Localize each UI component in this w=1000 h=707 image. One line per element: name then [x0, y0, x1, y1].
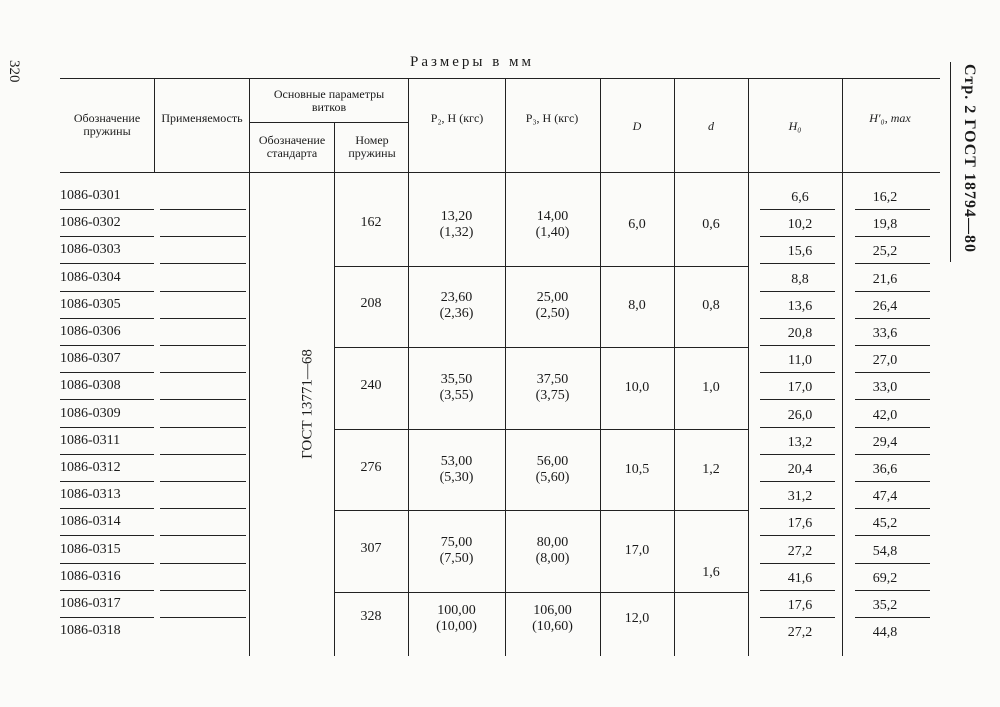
- row-rule: [855, 318, 930, 319]
- row-rule: [160, 590, 246, 591]
- page-number: 320: [6, 60, 22, 83]
- group-d: 0,6: [702, 216, 720, 232]
- group-p3-kgf: (2,50): [535, 306, 570, 322]
- group-rule: [334, 592, 748, 593]
- row-h0: 31,2: [787, 489, 813, 505]
- col-divider: [748, 78, 749, 656]
- col-divider: [408, 78, 409, 656]
- header-p2: P₂, Н (кгс): [430, 111, 484, 125]
- group-p2-kgf: (10,00): [436, 619, 477, 635]
- row-h0max: 33,6: [872, 326, 898, 341]
- group-p2: 75,00: [440, 535, 473, 551]
- col-divider: [842, 78, 843, 656]
- header-d: d: [708, 119, 714, 133]
- row-h0max: 21,6: [872, 271, 898, 287]
- header-std-designation: Обозначение стандарта: [258, 133, 326, 160]
- row-rule: [760, 399, 835, 400]
- row-rule: [160, 508, 246, 509]
- group-p3-kgf: (10,60): [532, 619, 573, 635]
- header-applicability: Применяемость: [161, 111, 243, 125]
- row-rule: [160, 563, 246, 564]
- group-D: 10,0: [624, 380, 650, 395]
- header-H0: H₀: [788, 119, 802, 133]
- row-rule: [760, 291, 835, 292]
- row-designation: 1086-0312: [60, 460, 121, 475]
- row-rule: [160, 617, 246, 618]
- group-p3-kgf: (5,60): [535, 469, 570, 485]
- group-D: 6,0: [628, 216, 646, 232]
- row-rule: [160, 345, 246, 346]
- row-rule: [855, 263, 930, 264]
- header-designation: Обозначение пружины: [73, 111, 141, 138]
- row-rule: [60, 372, 154, 373]
- row-rule: [760, 563, 835, 564]
- row-rule: [855, 590, 930, 591]
- row-h0: 8,8: [791, 271, 809, 287]
- row-rule: [760, 590, 835, 591]
- row-rule: [760, 209, 835, 210]
- row-rule: [60, 399, 154, 400]
- row-rule: [760, 617, 835, 618]
- row-rule: [160, 535, 246, 536]
- row-h0max: 35,2: [872, 598, 898, 613]
- gost-reference: ГОСТ 13771—68: [299, 349, 316, 459]
- row-h0: 6,6: [791, 190, 809, 205]
- row-h0: 13,6: [787, 298, 813, 314]
- row-rule: [855, 399, 930, 400]
- row-rule: [160, 454, 246, 455]
- group-p2-kgf: (3,55): [439, 388, 474, 403]
- group-p3: 56,00: [536, 453, 569, 469]
- col-divider: [154, 78, 155, 172]
- row-designation: 1086-0316: [60, 568, 121, 584]
- row-designation: 1086-0317: [60, 596, 121, 611]
- row-rule: [855, 427, 930, 428]
- row-rule: [60, 617, 154, 618]
- row-rule: [760, 535, 835, 536]
- group-p2: 23,60: [440, 290, 473, 306]
- row-h0: 27,2: [787, 625, 813, 641]
- row-h0: 26,0: [787, 407, 813, 423]
- row-rule: [60, 318, 154, 319]
- row-rule: [60, 481, 154, 482]
- side-rule: [950, 62, 951, 262]
- group-D: 12,0: [624, 611, 650, 627]
- header-p3: P₃, Н (кгс): [525, 111, 579, 125]
- row-h0: 20,8: [787, 326, 813, 341]
- group-p2: 53,00: [440, 453, 473, 469]
- row-designation: 1086-0315: [60, 541, 121, 557]
- group-rule: [334, 266, 748, 267]
- group-D: 17,0: [624, 543, 650, 559]
- row-rule: [160, 236, 246, 237]
- row-h0: 17,6: [787, 598, 813, 613]
- col-divider: [505, 78, 506, 656]
- group-p3-kgf: (8,00): [535, 551, 570, 567]
- row-h0max: 47,4: [872, 489, 898, 505]
- row-rule: [60, 563, 154, 564]
- row-h0max: 27,0: [872, 353, 898, 369]
- row-h0: 11,0: [788, 353, 812, 369]
- group-p2-kgf: (7,50): [439, 551, 474, 567]
- col-divider: [600, 78, 601, 656]
- group-D: 10,5: [624, 461, 650, 477]
- row-rule: [60, 209, 154, 210]
- row-rule: [60, 508, 154, 509]
- row-rule: [760, 318, 835, 319]
- group-d: 1,2: [702, 461, 720, 477]
- group-p3: 14,00: [536, 208, 569, 224]
- row-designation: 1086-0313: [60, 487, 121, 503]
- row-designation: 1086-0305: [60, 296, 121, 312]
- row-rule: [60, 263, 154, 264]
- row-rule: [60, 454, 154, 455]
- row-rule: [160, 209, 246, 210]
- group-p2: 13,20: [440, 208, 473, 224]
- group-spring-number: 276: [360, 459, 382, 475]
- row-rule: [855, 209, 930, 210]
- header-H0max: H′₀, max: [869, 111, 911, 125]
- row-h0: 15,6: [787, 244, 813, 260]
- row-rule: [760, 263, 835, 264]
- row-rule: [60, 535, 154, 536]
- row-designation: 1086-0307: [60, 351, 121, 367]
- row-rule: [855, 372, 930, 373]
- row-h0max: 26,4: [872, 298, 898, 314]
- row-rule: [160, 263, 246, 264]
- row-rule: [855, 291, 930, 292]
- row-rule: [160, 372, 246, 373]
- row-h0max: 45,2: [872, 516, 898, 532]
- group-spring-number: 240: [360, 378, 382, 393]
- row-rule: [60, 345, 154, 346]
- col-divider: [249, 78, 250, 656]
- row-h0max: 19,8: [872, 217, 898, 233]
- row-rule: [160, 427, 246, 428]
- row-h0max: 36,6: [872, 462, 898, 477]
- row-designation: 1086-0301: [60, 188, 121, 203]
- group-spring-number: 208: [360, 296, 382, 312]
- header-bottom-rule: [60, 172, 940, 173]
- row-rule: [760, 345, 835, 346]
- group-p3-kgf: (1,40): [535, 224, 570, 240]
- group-p3-kgf: (3,75): [535, 388, 570, 403]
- row-designation: 1086-0309: [60, 405, 121, 421]
- row-rule: [855, 236, 930, 237]
- group-p2-kgf: (5,30): [439, 469, 474, 485]
- row-rule: [855, 345, 930, 346]
- row-rule: [160, 399, 246, 400]
- group-spring-number: 307: [360, 541, 382, 557]
- row-rule: [855, 508, 930, 509]
- group-rule: [334, 429, 748, 430]
- group-spring-number: 162: [360, 214, 382, 230]
- row-designation: 1086-0311: [60, 432, 121, 448]
- group-d: 1,0: [702, 380, 720, 395]
- row-designation: 1086-0314: [60, 514, 121, 530]
- row-rule: [760, 372, 835, 373]
- header-spring-number: Номер пружины: [348, 133, 396, 160]
- group-p2-kgf: (2,36): [439, 306, 474, 322]
- row-h0: 10,2: [787, 217, 813, 233]
- group-rule: [334, 510, 748, 511]
- row-rule: [760, 481, 835, 482]
- row-h0max: 44,8: [872, 625, 898, 641]
- row-rule: [60, 291, 154, 292]
- row-h0max: 33,0: [872, 380, 898, 396]
- header-sub-rule: [249, 122, 408, 123]
- row-designation: 1086-0318: [60, 623, 121, 639]
- group-p2: 100,00: [437, 603, 476, 619]
- row-h0max: 29,4: [872, 434, 898, 450]
- side-title: Стр. 2 ГОСТ 18794—80: [961, 64, 978, 253]
- group-p3: 37,50: [536, 372, 569, 387]
- row-h0: 41,6: [787, 570, 813, 586]
- row-h0: 20,4: [787, 462, 813, 477]
- row-h0: 17,6: [787, 516, 813, 532]
- row-rule: [60, 427, 154, 428]
- row-designation: 1086-0306: [60, 324, 121, 339]
- row-rule: [760, 454, 835, 455]
- row-h0max: 16,2: [872, 190, 898, 205]
- group-d-merged: 1,6: [702, 564, 720, 580]
- row-rule: [60, 236, 154, 237]
- row-rule: [760, 508, 835, 509]
- row-rule: [855, 535, 930, 536]
- row-h0max: 42,0: [872, 407, 898, 423]
- group-p2: 35,50: [440, 372, 473, 387]
- row-h0max: 69,2: [872, 570, 898, 586]
- row-h0max: 54,8: [872, 543, 898, 559]
- row-rule: [160, 318, 246, 319]
- row-h0: 17,0: [787, 380, 813, 396]
- row-designation: 1086-0302: [60, 215, 121, 231]
- group-D: 8,0: [628, 298, 646, 314]
- row-rule: [855, 481, 930, 482]
- group-spring-number: 328: [360, 609, 382, 625]
- group-p3: 80,00: [536, 535, 569, 551]
- table-caption: Размеры в мм: [410, 54, 535, 70]
- row-designation: 1086-0304: [60, 269, 121, 285]
- row-rule: [160, 481, 246, 482]
- header-basic-params: Основные параметры витков: [273, 87, 385, 114]
- table-top-rule: [60, 78, 940, 79]
- row-designation: 1086-0303: [60, 242, 121, 258]
- row-rule: [760, 236, 835, 237]
- row-rule: [160, 291, 246, 292]
- row-designation: 1086-0308: [60, 378, 121, 394]
- header-D: D: [632, 119, 642, 133]
- group-p3: 106,00: [533, 603, 572, 619]
- row-rule: [855, 454, 930, 455]
- row-rule: [855, 563, 930, 564]
- row-rule: [760, 427, 835, 428]
- group-d: 0,8: [702, 298, 720, 314]
- row-rule: [60, 590, 154, 591]
- row-h0: 27,2: [787, 543, 813, 559]
- row-h0: 13,2: [787, 434, 813, 450]
- group-rule: [334, 347, 748, 348]
- row-h0max: 25,2: [872, 244, 898, 260]
- row-rule: [855, 617, 930, 618]
- group-p2-kgf: (1,32): [439, 224, 474, 240]
- group-p3: 25,00: [536, 290, 569, 306]
